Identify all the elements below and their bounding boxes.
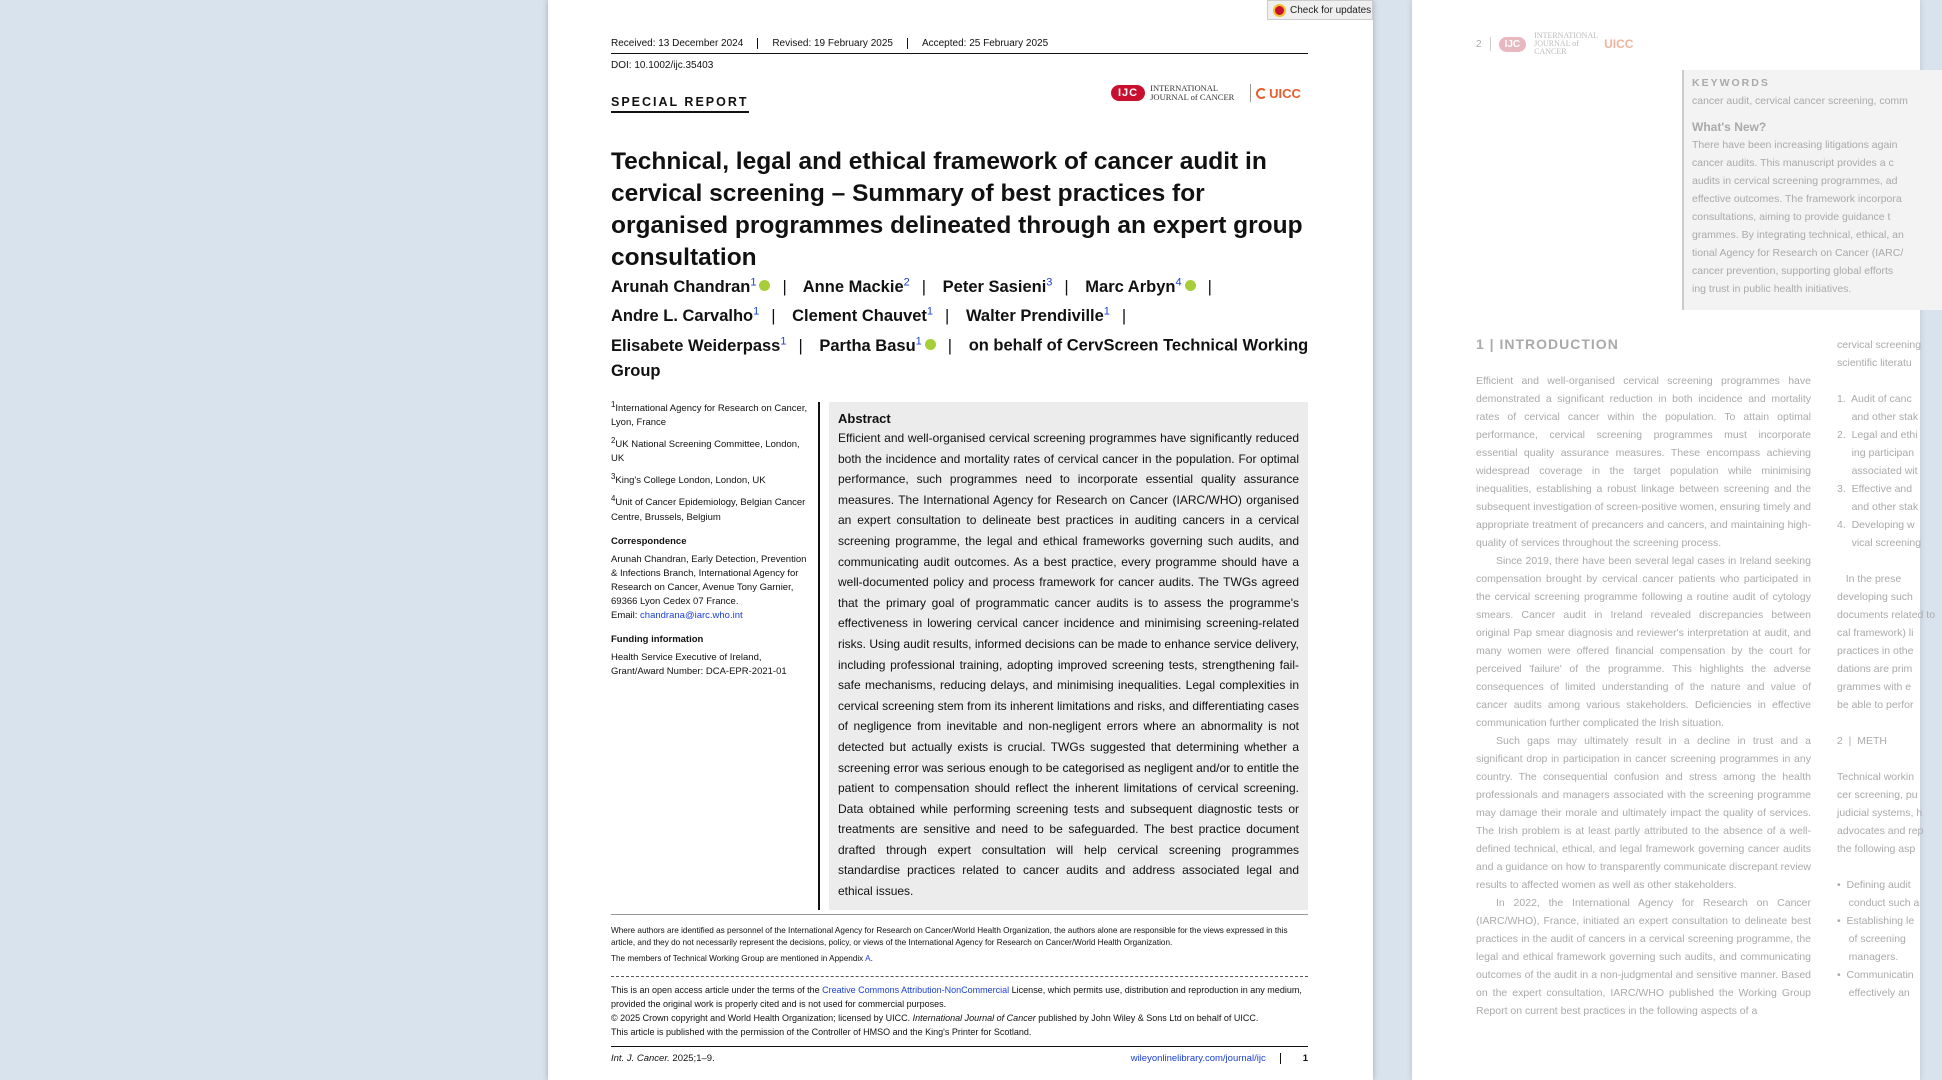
column-line: cer screening, pu — [1837, 789, 1918, 801]
cc-license-link[interactable]: Creative Commons Attribution-NonCommercial — [822, 985, 1010, 995]
column-line: conduct such a — [1837, 897, 1920, 909]
article-page-1 — [548, 0, 1373, 1080]
keywords-box — [1682, 70, 1942, 310]
column-line: effectively an — [1837, 987, 1910, 999]
column-line: developing such — [1837, 591, 1913, 603]
appendix-link[interactable]: A — [865, 954, 871, 963]
citation: Int. J. Cancer. 2025;1–9. — [611, 1053, 715, 1064]
author-list: Arunah Chandran$^1$ | Anne Mackie$^2$ | Peter Sasieni$^3$ | Marc Arbyn$^4$ | Andre L. Carvalho$^1$ | Clement Chauvet$^1$ | Walter Prendiville$^1$ | Elisabete Weiderpass$^1$ | Partha Basu$^1$ | on behalf of CervScreen Technical Working Group — [611, 276, 1309, 380]
article-type: SPECIAL REPORT — [611, 95, 749, 113]
column-line: 1. Audit of canc — [1837, 393, 1912, 405]
column-line: • Communicatin — [1837, 969, 1914, 981]
correspondence-text: Arunah Chandran, Early Detection, Prevention & Infections Branch, International Agency for Research on Cancer, Avenue Tony Garnier, 69366 Lyon Cedex 07 France. — [611, 553, 807, 607]
affiliation: $^3$King's College London, London, UK — [611, 472, 766, 487]
sidebar-divider — [818, 402, 820, 910]
author[interactable]: Partha Basu$^1$ — [819, 337, 935, 355]
page-number: 1 — [1302, 1053, 1308, 1064]
column-line: be able to perfor — [1837, 699, 1914, 711]
page2-ijc-pill: IJC — [1499, 37, 1527, 52]
column-line: cervical screening — [1837, 339, 1922, 351]
affiliation: $^1$International Agency for Research on Cancer, Lyon, France — [611, 400, 808, 429]
column-line — [1837, 750, 1927, 768]
author[interactable]: Peter Sasieni$^3$ — [942, 276, 1053, 296]
orcid-icon[interactable] — [759, 280, 770, 291]
email-link[interactable]: chandrana@iarc.who.int — [640, 609, 743, 621]
abstract-text: Efficient and well-organised cervical screening programmes have significantly reduced both the incidence and mortality rates of cervical cancer in the population. For optimal performance, such programmes need to incorporate essential quality assurance measures. The International Agency for Research on Cancer (IARC/WHO) organised an expert consultation to delineate best practices in auditing cancers in a cervical screening programme, the legal and ethical frameworks governing such audits, and communicating audit outcomes. As a best practice, every programme should have a well-documented policy and process framework for cancer audits. The TWGs agreed that the primary goal of programmatic cancer audits is to assess the programme's effectiveness in lowering cervical cancer incidence and minimising screening-related risks. Using audit results, informed decisions can be made to enhance service delivery, including professional training, adopting improved screening tests, strengthening fail-safe mechanisms, reducing delays, and minimising inequalities. Legal complexities in cervical screening stem from its inherent limitations and risks, and differentiating cases of negligence from inevitable and non-negligent errors where an abnormality is not detected but actually exists is crucial. TWGs suggested that determining whether a screening error was serious enough to be categorised as negligent and/or to entitle the patient to compensation should reflect the inherent limitations of cervical screening. Data obtained while performing screening tests and subsequent diagnostic tests or treatments are sensitive and need to be safeguarded. The best practice document drafted through expert consultation will help cervical screening programmes standardise practices related to cancer audits and address associated legal and ethical issues. — [838, 431, 1299, 899]
working-group: on behalf of CervScreen Technical Working Group — [611, 336, 1309, 380]
iarc-disclaimer: Where authors are identified as personnel of the International Agency for Research on Cancer/World Health Organization, the authors alone are responsible for the views expressed in this article, and they do not necessarily represent the decisions, policy, or views of the International Agency for Research on Cancer/World Health Organization. — [611, 926, 1288, 947]
accepted-date: Accepted: 25 February 2025 — [907, 38, 1062, 49]
journal-name-logo: INTERNATIONAL JOURNAL of CANCER — [1150, 83, 1235, 102]
orcid-icon[interactable] — [1185, 280, 1196, 291]
column-line: documents related to — [1837, 609, 1936, 621]
column-line: dations are prim — [1837, 663, 1913, 675]
introduction-column — [1476, 372, 1811, 1020]
correspondence-heading: Correspondence — [611, 535, 687, 547]
column-line: In the prese — [1837, 573, 1902, 585]
column-line: cal framework) li — [1837, 627, 1914, 639]
column-line: 2 | METH — [1837, 735, 1887, 747]
column-line: the following asp — [1837, 843, 1916, 855]
column-line: and other stak — [1837, 501, 1919, 513]
intro-paragraph: In 2022, the International Agency for Research on Cancer (IARC/WHO), France, initiated an expert consultation to delineate best practices in the audit of cancers in a cervical screening programme, the legal and ethical framework governing such audits, and communicating outcomes of the audit in a non-judgmental and sensitive manner. Based on the expert consultation, IARC/WHO published the Working Group Report on current best practices in the following aspects of a — [1476, 897, 1811, 1017]
author[interactable]: Arunah Chandran$^1$ — [611, 278, 770, 296]
author[interactable]: Clement Chauvet$^1$ — [792, 305, 934, 325]
page2-uicc-logo: UICC — [1604, 37, 1634, 51]
affiliation: $^4$Unit of Cancer Epidemiology, Belgian Cancer Centre, Brussels, Belgium — [611, 494, 806, 523]
column-line: vical screening — [1837, 537, 1922, 549]
page2-header — [1476, 32, 1633, 56]
affiliations-sidebar — [611, 398, 811, 683]
orcid-icon[interactable] — [925, 339, 936, 350]
intro-paragraph: Such gaps may ultimately result in a decline in trust and a significant drop in participation in cancer screening programmes in any country. The consequential confusion and stress among the health professionals and managers associated with the screening programme may damage their morale and ultimately impact the quality of services. The Irish problem is at least partly attributed to the absence of a well-defined technical, ethical, and legal framework governing cancer audits and a guidance on how to transparently communicate discrepant review results to affected women as well as other stakeholders. — [1476, 735, 1811, 891]
column-line: Technical workin — [1837, 771, 1915, 783]
keywords-heading: KEYWORDS — [1692, 77, 1770, 89]
funding-heading: Funding information — [611, 633, 704, 645]
author[interactable]: Marc Arbyn$^4$ — [1085, 278, 1195, 296]
column-line: 3. Effective and — [1837, 483, 1913, 495]
ijc-logo-pill: IJC — [1111, 85, 1145, 101]
logo-divider — [1250, 84, 1251, 102]
column-line: judicial systems, h — [1837, 807, 1923, 819]
author[interactable]: Elisabete Weiderpass$^1$ — [611, 335, 787, 355]
column-line — [1837, 858, 1927, 876]
crossmark-icon — [1273, 4, 1286, 17]
keywords-text: cancer audit, cervical cancer screening, comm — [1692, 95, 1908, 107]
uicc-logo — [1256, 86, 1301, 101]
second-column-fragment — [1837, 336, 1936, 1002]
column-line: of screening — [1837, 933, 1906, 945]
copyright-text: © 2025 Crown copyright and World Health Organization; licensed by UICC. International Journal of Cancer published by John Wiley & Sons Ltd on behalf of UICC. — [611, 1013, 1259, 1023]
column-line: scientific literatu — [1837, 357, 1912, 369]
column-line — [1837, 714, 1927, 732]
author[interactable]: Andre L. Carvalho$^1$ — [611, 305, 760, 325]
column-line: 4. Developing w — [1837, 519, 1915, 531]
author[interactable]: Anne Mackie$^2$ — [802, 276, 910, 296]
footnotes — [611, 914, 1308, 969]
abstract-heading: Abstract — [838, 411, 891, 426]
introduction-heading: 1 | INTRODUCTION — [1476, 336, 1619, 352]
funding-text: Health Service Executive of Ireland, Grant/Award Number: DCA-EPR-2021-01 — [611, 651, 787, 677]
column-line: advocates and rep — [1837, 825, 1924, 837]
column-line: managers. — [1837, 951, 1899, 963]
column-line: grammes with e — [1837, 681, 1912, 693]
column-line: ing participan — [1837, 447, 1915, 459]
article-title: Technical, legal and ethical framework of cancer audit in cervical screening – Summary of best practices for organised programmes delineated through an expert group consultation — [611, 148, 1303, 271]
article-dates — [611, 38, 1308, 54]
check-for-updates-label: Check for updates — [1290, 4, 1372, 16]
intro-paragraph: Efficient and well-organised cervical screening programmes have demonstrated a significant reduction in both incidence and mortality rates of cervical cancer within the population. To attain optimal performance, cervical screening programmes must incorporate essential quality assurance measures. These encompass achieving widespread coverage in the target population while minimising inequalities, establishing a robust linkage between screening and the subsequent investigation of screen-positive women, ensuring timely and appropriate treatment of precancers and cancers, and maintaining high-quality of services throughout the screening process. — [1476, 375, 1811, 549]
column-line — [1837, 372, 1927, 390]
column-line: 2. Legal and ethi — [1837, 429, 1918, 441]
journal-logo — [1111, 84, 1301, 102]
intro-paragraph: Since 2019, there have been several legal cases in Ireland seeking compensation brought by cervical cancer patients who participated in the cervical screening programme following a routine audit of cytology smears. Cancer audit in Ireland revealed discrepancies between original Pap smear diagnosis and reviewer's interpretation at audit, and many women were offered financial compensation by the court for perceived 'failure' of the programme. This highlights the adverse consequences of limited understanding of the nature and value of cancer audits among various stakeholders. Deficiencies in effective communication further complicated the Irish situation. — [1476, 555, 1811, 729]
license-block — [611, 976, 1308, 1039]
page-footer — [611, 1046, 1308, 1064]
column-line — [1837, 552, 1927, 570]
hmso-text: This article is published with the permission of the Controller of HMSO and the King's Printer for Scotland. — [611, 1027, 1032, 1037]
author[interactable]: Walter Prendiville$^1$ — [965, 305, 1110, 325]
column-line: • Establishing le — [1837, 915, 1915, 927]
article-page-2 — [1412, 0, 1936, 1080]
abstract-box — [829, 402, 1308, 910]
journal-url-link[interactable]: wileyonlinelibrary.com/journal/ijc — [1131, 1053, 1281, 1064]
affiliation: $^2$UK National Screening Committee, London, UK — [611, 436, 800, 465]
page2-number: 2 — [1476, 38, 1482, 50]
revised-date: Revised: 19 February 2025 — [757, 38, 907, 49]
column-line: associated wit — [1837, 465, 1918, 477]
column-line: • Defining audit — [1837, 879, 1911, 891]
received-date: Received: 13 December 2024 — [611, 38, 744, 49]
uicc-logo-text: UICC — [1269, 85, 1301, 101]
license-text: This is an open access article under the terms of the Creative Commons Attribution-NonCommercial License, which permits use, distribution and reproduction in any medium, provided the original work is properly cited and is not used for commercial purposes. — [611, 985, 1302, 1009]
doi: DOI: 10.1002/ijc.35403 — [611, 60, 714, 71]
uicc-mark-icon — [1256, 88, 1267, 99]
column-line: and other stak — [1837, 411, 1919, 423]
check-for-updates-button[interactable] — [1267, 0, 1373, 20]
whats-new-text: There have been increasing litigations again cancer audits. This manuscript provides a c audits in cervical screening programmes, ad effective outcomes. The framework incorpora consultations, aiming to provide guidance t grammes. By integrating technical, ethical, an tional Agency for Research on Cancer (IARC/ cancer prevention, supporting global efforts ing trust in public health initiatives. — [1692, 139, 1904, 295]
members-note: The members of Technical Working Group are mentioned in Appendix A. — [611, 954, 873, 963]
column-line: practices in othe — [1837, 645, 1914, 657]
whats-new-heading: What's New? — [1692, 120, 1767, 134]
page2-journal-name: INTERNATIONAL JOURNAL of CANCER — [1534, 31, 1598, 56]
correspondence-email-line: Email: chandrana@iarc.who.int — [611, 609, 743, 621]
